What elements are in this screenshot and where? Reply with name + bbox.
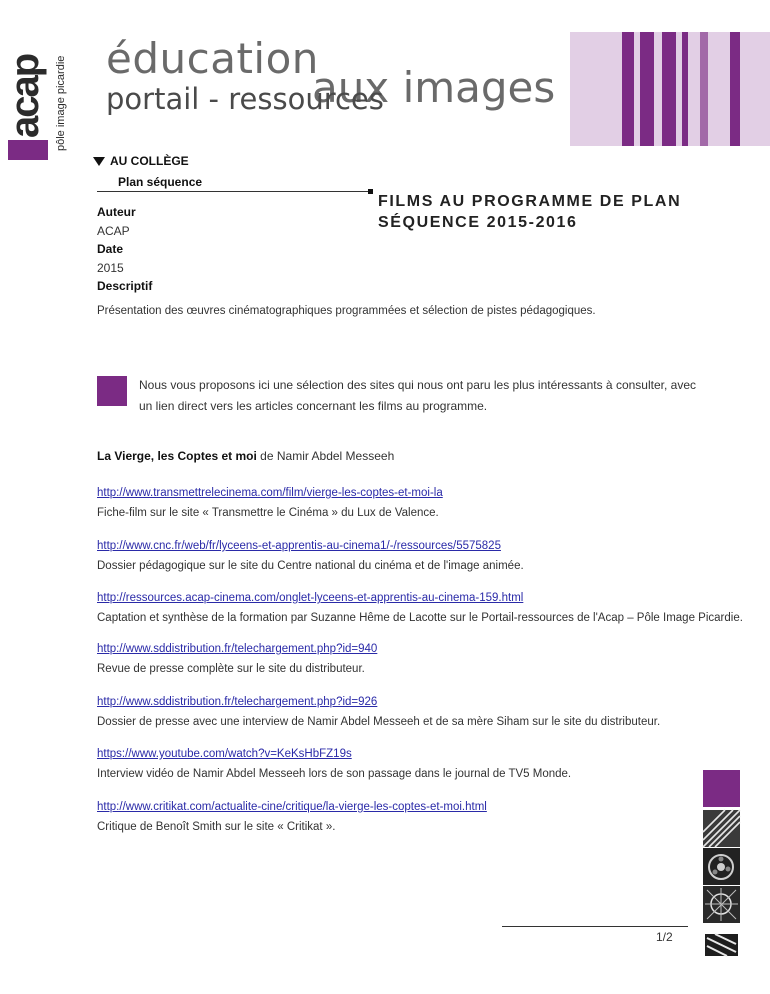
author-value: ACAP	[97, 224, 130, 238]
resource-link[interactable]: https://www.youtube.com/watch?v=KeKsHbFZ19s	[97, 748, 352, 760]
intro-text: Nous vous proposons ici une sélection des sites qui nous ont paru les plus intéressants à consulter, avec un lien direct vers les articles concernant les films au programme.	[139, 378, 696, 413]
logo-subtitle: pôle image picardie	[55, 55, 67, 151]
resource-description: Captation et synthèse de la formation par Suzanne Hême de Lacotte sur le Portail-ressources de l'Acap – Pôle Image Picardie.	[97, 612, 743, 624]
camera-image	[703, 926, 740, 963]
header-title-aux-images: aux images	[312, 63, 556, 112]
resource-link[interactable]: http://www.sddistribution.fr/telechargement.php?id=926	[97, 696, 378, 708]
page-number: 1/2	[656, 930, 673, 944]
acap-logo-subtitle	[50, 45, 70, 153]
header-subtitle: portail - ressources	[106, 82, 384, 116]
divider	[97, 191, 371, 192]
resource-link[interactable]: http://www.sddistribution.fr/telechargement.php?id=940	[97, 643, 378, 655]
resource-item	[97, 744, 571, 784]
film-director: de Namir Abdel Messeeh	[256, 449, 395, 463]
resource-description: Interview vidéo de Namir Abdel Messeeh lors de son passage dans le journal de TV5 Monde.	[97, 768, 572, 780]
side-accent-block	[703, 770, 740, 807]
film-title: La Vierge, les Coptes et moi	[97, 449, 257, 463]
resource-description: Dossier de presse avec une interview de Namir Abdel Messeeh et de sa mère Siham sur le site du distributeur.	[97, 716, 661, 728]
intro-marker	[97, 376, 127, 406]
triangle-down-icon	[93, 157, 105, 166]
projector-image	[703, 886, 740, 923]
resource-link[interactable]: http://ressources.acap-cinema.com/onglet-lyceens-et-apprentis-au-cinema-159.html	[97, 592, 524, 604]
resource-link[interactable]: http://www.transmettrelecinema.com/film/vierge-les-coptes-et-moi-la	[97, 487, 443, 499]
resource-item	[97, 692, 660, 732]
breadcrumb-section[interactable]: AU COLLÈGE	[110, 154, 189, 168]
acap-logo	[3, 40, 48, 160]
film-strip-image	[703, 810, 740, 847]
resource-item	[97, 588, 743, 628]
date-label: Date	[97, 242, 124, 256]
resource-link[interactable]: http://www.cnc.fr/web/fr/lyceens-et-apprentis-au-cinema1/-/ressources/5575825	[97, 540, 501, 552]
resource-description: Fiche-film sur le site « Transmettre le Cinéma » du Lux de Valence.	[97, 507, 439, 519]
resource-description: Dossier pédagogique sur le site du Centre national du cinéma et de l'image animée.	[97, 560, 524, 572]
resource-item	[97, 797, 487, 837]
footer-divider	[502, 926, 688, 927]
descriptif-text: Présentation des œuvres cinématographiques programmées et sélection de pistes pédagogiques.	[97, 305, 596, 317]
descriptif-label: Descriptif	[97, 279, 153, 293]
resource-description: Critique de Benoît Smith sur le site « Critikat ».	[97, 821, 336, 833]
page-title: FILMS AU PROGRAMME DE PLAN SÉQUENCE 2015-2016	[378, 193, 682, 231]
resource-item	[97, 536, 524, 576]
date-value: 2015	[97, 261, 124, 275]
breadcrumb-subsection[interactable]: Plan séquence	[118, 175, 203, 189]
divider-marker	[368, 189, 373, 194]
logo-text: acap	[3, 54, 47, 138]
film-heading	[97, 449, 394, 463]
author-label: Auteur	[97, 205, 136, 219]
resource-link[interactable]: http://www.critikat.com/actualite-cine/critique/la-vierge-les-coptes-et-moi.html	[97, 801, 487, 813]
resource-item	[97, 639, 377, 679]
header-title-education: éducation	[106, 34, 319, 83]
film-reel-image	[703, 848, 740, 885]
resource-item	[97, 483, 443, 523]
resource-description: Revue de presse complète sur le site du distributeur.	[97, 663, 365, 675]
